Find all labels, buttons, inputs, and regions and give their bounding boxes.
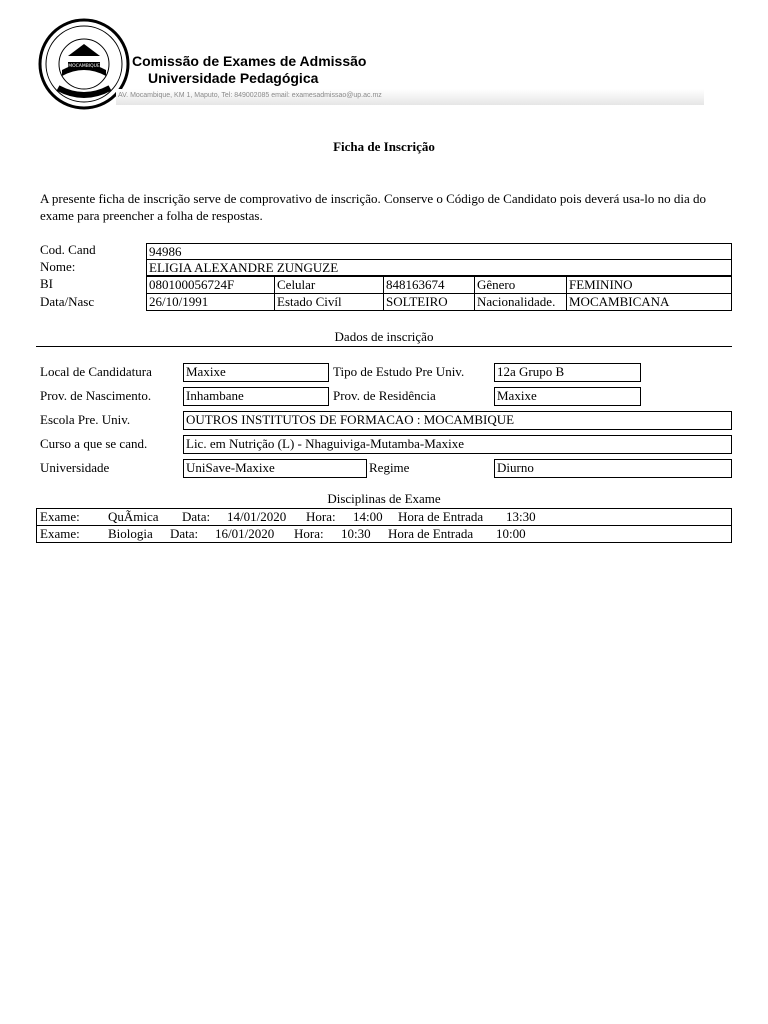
- exam-entry-label: Hora de Entrada: [398, 509, 484, 524]
- regime-value: Diurno: [494, 459, 732, 478]
- curso-value: Lic. em Nutrição (L) - Nhaguiviga-Mutamba-Maxixe: [183, 435, 732, 454]
- regime-label: Regime: [369, 460, 410, 475]
- bi-value: 080100056724F: [146, 276, 275, 294]
- cod-cand-value: 94986: [146, 243, 732, 260]
- escola-label: Escola Pre. Univ.: [40, 412, 131, 427]
- genero-label: Gênero: [474, 276, 567, 294]
- prov-residencia-label: Prov. de Residência: [333, 388, 436, 403]
- prov-nascimento-label: Prov. de Nascimento.: [40, 388, 152, 403]
- exam-time-label: Hora:: [306, 509, 336, 524]
- genero-value: FEMININO: [566, 276, 732, 294]
- exam-time: 14:00: [353, 509, 383, 524]
- header-commission-title: Comissão de Exames de Admissão: [132, 53, 367, 69]
- exames-section-title: Disciplinas de Exame: [327, 491, 441, 506]
- exam-date-label: Data:: [170, 526, 199, 541]
- tipo-estudo-label: Tipo de Estudo Pre Univ.: [333, 364, 465, 379]
- prov-nascimento-value: Inhambane: [183, 387, 329, 406]
- bi-label: BI: [40, 276, 53, 291]
- nacionalidade-label: Nacionalidade.: [474, 293, 567, 311]
- document-title: Ficha de Inscrição: [333, 139, 435, 154]
- nome-label: Nome:: [40, 259, 76, 274]
- exam-entry-label: Hora de Entrada: [388, 526, 474, 541]
- local-candidatura-value: Maxixe: [183, 363, 329, 382]
- universidade-value: UniSave-Maxixe: [183, 459, 367, 478]
- svg-text:MOCAMBIQUE: MOCAMBIQUE: [68, 64, 100, 69]
- celular-value: 848163674: [383, 276, 475, 294]
- exam-label: Exame:: [40, 509, 80, 524]
- exam-date-label: Data:: [182, 509, 211, 524]
- inscricao-section-title: Dados de inscrição: [334, 329, 434, 344]
- section-divider: [36, 346, 732, 347]
- exam-time: 10:30: [341, 526, 371, 541]
- tipo-estudo-value: 12a Grupo B: [494, 363, 641, 382]
- estado-civil-value: SOLTEIRO: [383, 293, 475, 311]
- curso-label: Curso a que se cand.: [40, 436, 148, 451]
- escola-value: OUTROS INSTITUTOS DE FORMACAO : MOCAMBIQUE: [183, 411, 732, 430]
- datanasc-value: 26/10/1991: [146, 293, 275, 311]
- local-candidatura-label: Local de Candidatura: [40, 364, 152, 379]
- exam-time-label: Hora:: [294, 526, 324, 541]
- exam-discipline: Biologia: [108, 526, 153, 541]
- universidade-label: Universidade: [40, 460, 110, 475]
- exam-date: 14/01/2020: [227, 509, 287, 524]
- intro-paragraph: A presente ficha de inscrição serve de comprovativo de inscrição. Conserve o Código de Candidato pois deverá usa-lo no dia do exame para preencher a folha de respostas.: [40, 191, 707, 223]
- exam-row: [36, 508, 732, 526]
- estado-civil-label: Estado Civíl: [274, 293, 384, 311]
- celular-label: Celular: [274, 276, 384, 294]
- exam-discipline: QuÃmica: [108, 509, 159, 524]
- cod-cand-label: Cod. Cand: [40, 242, 96, 257]
- header-university-title: Universidade Pedagógica: [148, 70, 319, 86]
- header-address: AV. Mocambique, KM 1, Maputo, Tel: 849002085 email: examesadmissao@up.ac.mz: [118, 92, 382, 99]
- exam-entry-time: 10:00: [496, 526, 526, 541]
- exam-entry-time: 13:30: [506, 509, 536, 524]
- exam-row: [36, 525, 732, 543]
- exam-date: 16/01/2020: [215, 526, 275, 541]
- nome-value: ELIGIA ALEXANDRE ZUNGUZE: [146, 259, 732, 276]
- nacionalidade-value: MOCAMBICANA: [566, 293, 732, 311]
- exam-label: Exame:: [40, 526, 80, 541]
- datanasc-label: Data/Nasc: [40, 294, 95, 309]
- prov-residencia-value: Maxixe: [494, 387, 641, 406]
